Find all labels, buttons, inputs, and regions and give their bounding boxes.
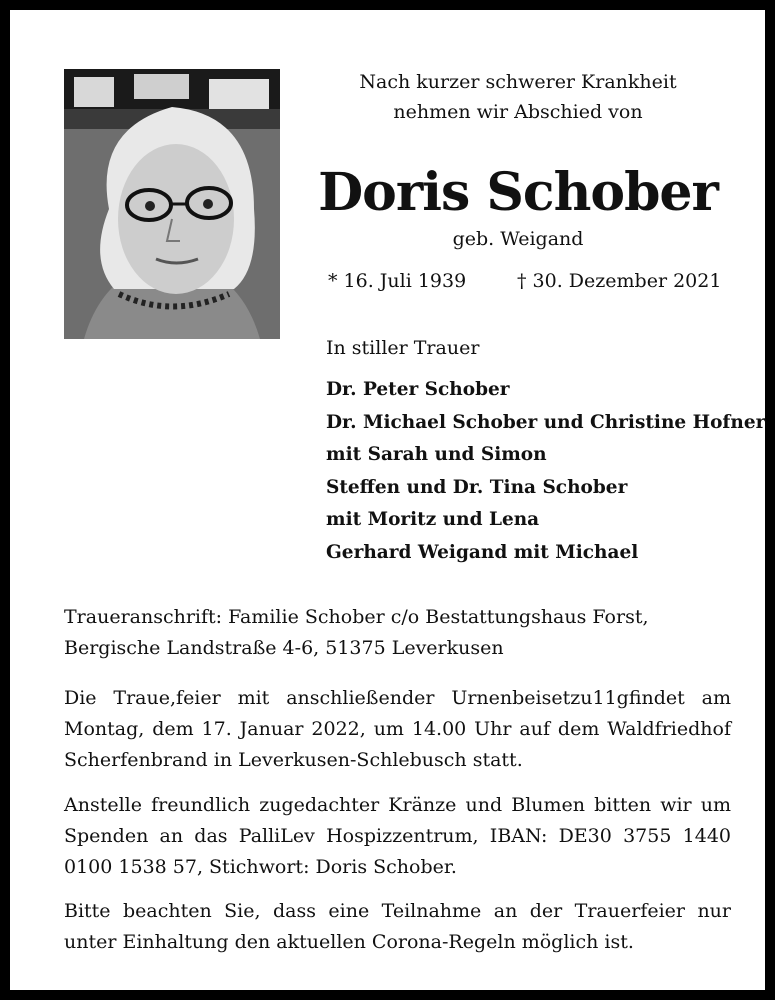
intro-line-2: nehmen wir Abschied von — [393, 101, 643, 123]
deceased-name: Doris Schober — [318, 162, 718, 223]
address-line-2: Bergische Landstraße 4-6, 51375 Leverkusen — [64, 637, 504, 659]
portrait-photo — [64, 69, 280, 339]
mourning-address — [64, 602, 734, 664]
corona-notice-paragraph: Bitte beachten Sie, dass eine Teilnahme an der Trauerfeier nur unter Einhaltung den aktuellen Corona-Regeln möglich ist. — [64, 900, 731, 953]
birth-date: * 16. Juli 1939 — [328, 270, 467, 292]
family-member: Gerhard Weigand mit Michael — [326, 541, 639, 563]
family-member: mit Sarah und Simon — [326, 444, 547, 465]
family-member: mit Moritz und Lena — [326, 509, 540, 530]
family-member: Dr. Peter Schober — [326, 379, 510, 400]
family-member: Dr. Michael Schober und Christine Hofner — [326, 411, 766, 433]
death-date: † 30. Dezember 2021 — [517, 270, 722, 292]
mourning-line: In stiller Trauer — [326, 337, 480, 359]
family-member: Steffen und Dr. Tina Schober — [326, 476, 628, 498]
birth-name: geb. Weigand — [452, 228, 584, 250]
donation-paragraph: Anstelle freundlich zugedachter Kränze und Blumen bitten wir um Spenden an das PalliLev Hospizzentrum, IBAN: DE30 3755 1440 0100 1538 57, Stichwort: Doris Schober. — [64, 794, 731, 878]
family-list — [326, 374, 765, 569]
intro-line-1: Nach kurzer schwerer Krankheit — [359, 71, 677, 93]
funeral-info-paragraph: Die Traue,feier mit anschließender Urnenbeisetzu11gfindet am Montag, dem 17. Januar 2022, um 14.00 Uhr auf dem Waldfriedhof Scherfenbrand in Leverkusen-Schlebusch statt. — [64, 687, 731, 771]
address-line-1: Traueranschrift: Familie Schober c/o Bestattungshaus Forst, — [64, 606, 649, 628]
